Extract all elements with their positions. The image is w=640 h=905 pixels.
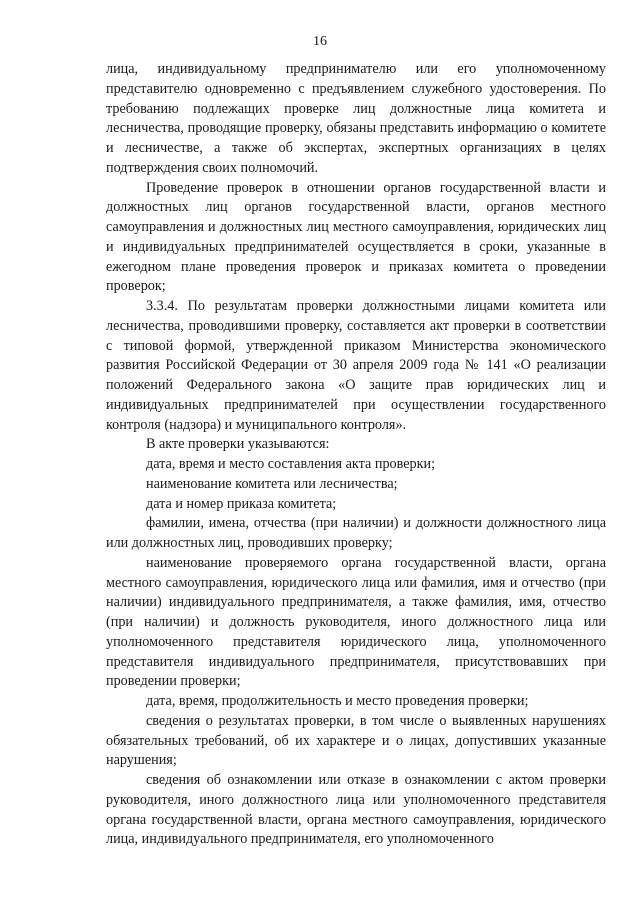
body-text — [106, 60, 606, 850]
list-item-results: сведения о результатах проверки, в том числе о выявленных нарушениях обязательных требований, об их характере и о лицах, допустивших указанные нарушения; — [106, 712, 606, 769]
paragraph-inspection-terms: Проведение проверок в отношении органов государственной власти и должностных лиц органов государственной власти, органов местного самоуправления и должностных лиц местного самоуправления, юридических лиц и индивидуальных предпринимателей осуществляется в сроки, указанные в ежегодном плане проведения проверок и приказах комитета о проведении проверок; — [106, 179, 606, 295]
paragraph-3-3-4: 3.3.4. По результатам проверки должностными лицами комитета или лесничества, проводившими проверку, составляется акт проверки в соответствии с типовой формой, утвержденной приказом Министерства экономического развития Российской Федерации от 30 апреля 2009 года № 141 «О реализации положений Федерального закона «О защите прав юридических лиц и индивидуальных предпринимателей при осуществлении государственного контроля (надзора) и муниципального контроля». — [106, 298, 606, 433]
list-item-order-number: дата и номер приказа комитета; — [146, 495, 337, 512]
list-item-inspection-duration: дата, время, продолжительность и место проведения проверки; — [146, 693, 529, 709]
page-number: 16 — [313, 34, 327, 49]
paragraph-continuation: лица, индивидуальному предпринимателю или его уполномоченному представителю одновременно с предъявлением служебного удостоверения. По требованию подлежащих проверке лиц должностные лица комитета и лесничества, проводящие проверку, обязаны представить информацию о комитете и лесничестве, а также об экспертах, экспертных организациях в целях подтверждения своих полномочий. — [106, 61, 606, 176]
list-item-inspectors: фамилии, имена, отчества (при наличии) и должности должностного лица или должностных лиц, проводивших проверку; — [106, 515, 606, 551]
list-item-committee-name: наименование комитета или лесничества; — [146, 475, 398, 492]
list-item-acknowledgement: сведения об ознакомлении или отказе в ознакомлении с актом проверки руководителя, иного должностного лица или уполномоченного представителя органа государственной власти, органа местного самоуправления, юридического лица, индивидуального предпринимателя, его уполномоченного — [106, 772, 606, 848]
list-item-inspected-entity: наименование проверяемого органа государственной власти, органа местного самоуправления, юридического лица или фамилия, имя и отчество (при наличии) индивидуального предпринимателя, а также фамилия, имя, отчество (при наличии) и должность руководителя, иного должностного лица или уполномоченного представителя юридического лица, уполномоченного представителя индивидуального предпринимателя, присутствовавших при проведении проверки; — [106, 554, 606, 690]
list-item-date-place: дата, время и место составления акта проверки; — [146, 456, 436, 472]
paragraph-act-contents-intro: В акте проверки указываются: — [146, 436, 330, 453]
